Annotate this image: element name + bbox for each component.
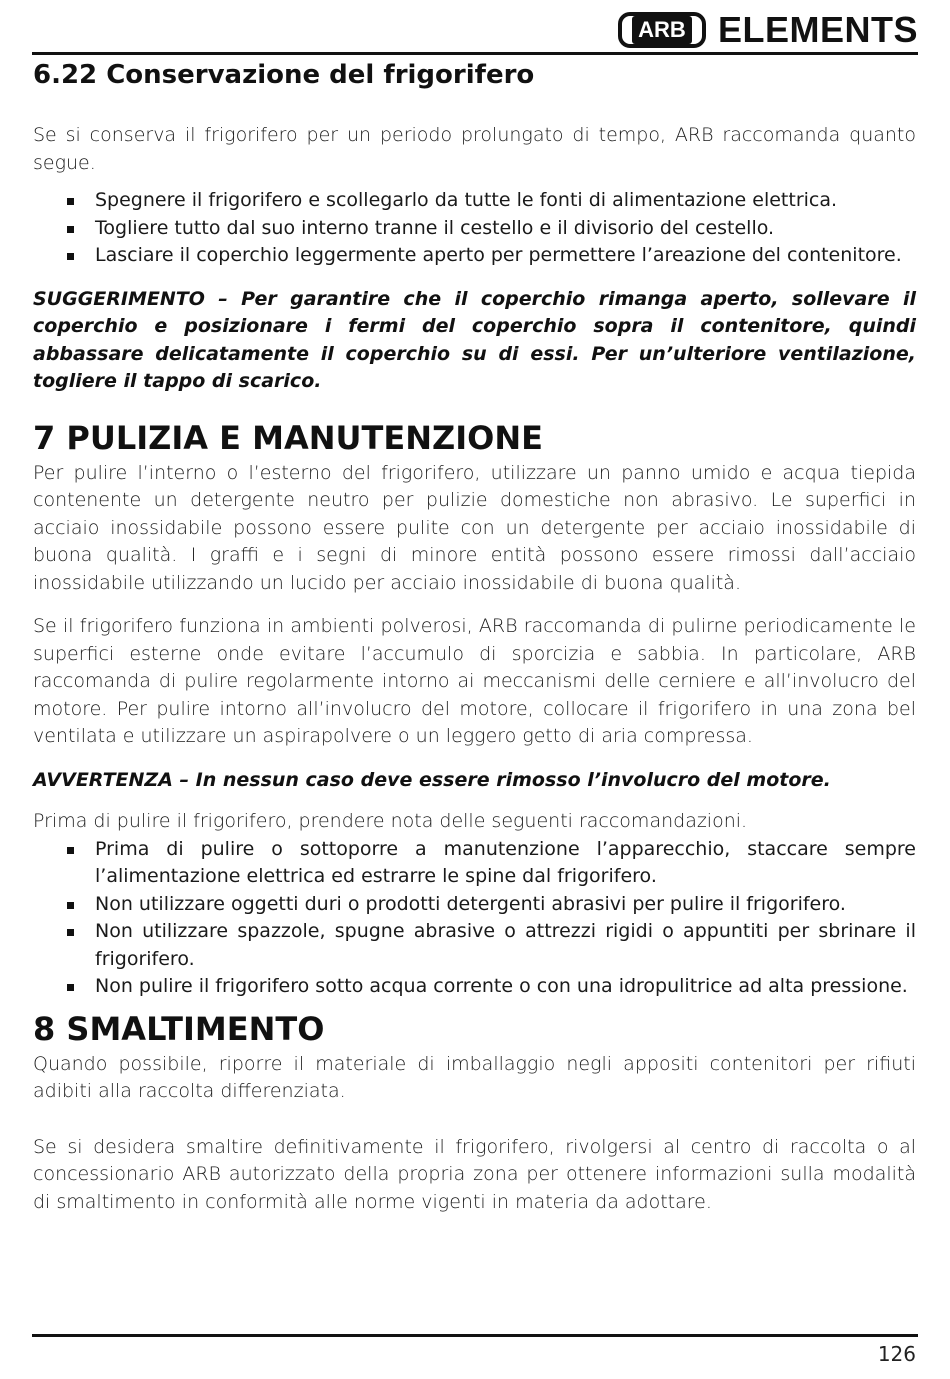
section-6-22-list	[33, 187, 916, 270]
header-rule	[32, 52, 918, 55]
arb-badge	[618, 12, 706, 48]
section-7-title: 7 PULIZIA E MANUTENZIONE	[33, 418, 543, 457]
arb-elements-logo	[618, 8, 918, 52]
logo-wordmark: ELEMENTS	[717, 9, 918, 50]
section-7-list-intro: Prima di pulire il frigorifero, prendere nota delle seguenti raccomandazioni.	[33, 810, 748, 832]
section-7-paragraph-1: Per pulire l’interno o l’esterno del frigorifero, utilizzare un panno umido e acqua tiepida contenente un detergente neutro per pulizie domestiche non abrasivo. Le superfici in acciaio inossidabile possono essere pulite con un detergente per acciaio inossidabile di buona qualità. I graffi e i segni di minore entità possono essere rimossi dall’acciaio inossidabile utilizzando un lucido per acciaio inossidabile di buona qualità.	[33, 461, 916, 594]
section-6-22-title: 6.22 Conservazione del frigorifero	[33, 60, 535, 90]
section-8-paragraph-1: Quando possibile, riporre il materiale di imballaggio negli appositi contenitori per rifiuti adibiti alla raccolta differenziata.	[33, 1052, 916, 1102]
page-number: 126	[877, 1342, 916, 1366]
arb-badge-text: ARB	[632, 16, 692, 44]
list-item: Non pulire il frigorifero sotto acqua corrente o con una idropulitrice ad alta pressione.	[33, 973, 916, 1001]
tip-paragraph: SUGGERIMENTO – Per garantire che il coperchio rimanga aperto, sollevare il coperchio e posizionare i fermi del coperchio sopra il contenitore, quindi abbassare delicatamente il coperchio su di essi. Per un’ulteriore ventilazione, togliere il tappo di scarico.	[33, 287, 916, 392]
warning-paragraph: AVVERTENZA – In nessun caso deve essere rimosso l’involucro del motore.	[33, 768, 831, 791]
section-8-paragraph-2: Se si desidera smaltire definitivamente il frigorifero, rivolgersi al centro di raccolta o al concessionario ARB autorizzato della propria zona per ottenere informazioni sulla modalità di smaltimento in conformità alle norme vigenti in materia da adottare.	[33, 1135, 916, 1213]
list-item: Togliere tutto dal suo interno tranne il cestello e il divisorio del cestello.	[33, 215, 916, 243]
list-item: Non utilizzare oggetti duri o prodotti detergenti abrasivi per pulire il frigorifero.	[33, 891, 916, 919]
section-6-22-intro: Se si conserva il frigorifero per un periodo prolungato di tempo, ARB raccomanda quanto segue.	[33, 124, 916, 174]
list-item: Spegnere il frigorifero e scollegarlo da tutte le fonti di alimentazione elettrica.	[33, 187, 916, 215]
section-7-list	[33, 836, 916, 1001]
list-item: Prima di pulire o sottoporre a manutenzione l’apparecchio, staccare sempre l’alimentazione elettrica ed estrarre le spine dal frigorifero.	[33, 836, 916, 891]
page-content	[33, 56, 916, 1216]
section-8-title: 8 SMALTIMENTO	[33, 1009, 325, 1048]
footer-rule	[32, 1334, 918, 1337]
list-item: Non utilizzare spazzole, spugne abrasive o attrezzi rigidi o appuntiti per sbrinare il frigorifero.	[33, 918, 916, 973]
list-item: Lasciare il coperchio leggermente aperto per permettere l’areazione del contenitore.	[33, 242, 916, 270]
section-7-paragraph-2: Se il frigorifero funziona in ambienti polverosi, ARB raccomanda di pulirne periodicamente le superfici esterne onde evitare l’accumulo di sporcizia e sabbia. In particolare, ARB raccomanda di pulire regolarmente intorno ai meccanismi delle cerniere e all’involucro del motore. Per pulire intorno all’involucro del motore, collocare il frigorifero in una zona bel ventilata e utilizzare un aspirapolvere o un leggero getto di aria compressa.	[33, 615, 916, 747]
